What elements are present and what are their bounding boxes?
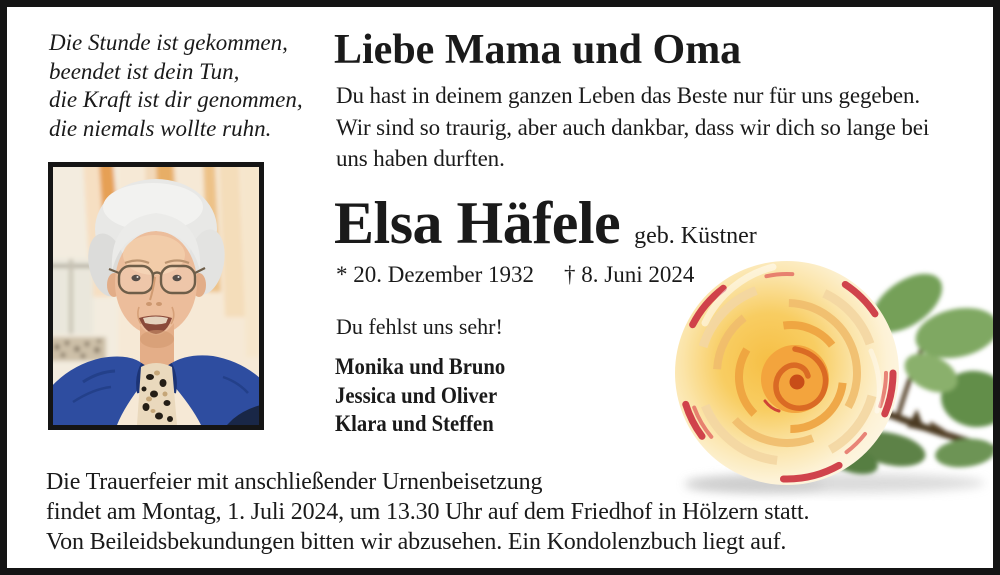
- rose-image: [645, 251, 993, 501]
- message-line: Du hast in deinem ganzen Leben das Beste nur für uns gegeben.: [336, 83, 921, 108]
- message: [336, 80, 929, 175]
- death-date: † 8. Juni 2024: [564, 262, 695, 287]
- life-dates: [336, 262, 694, 288]
- message-line: uns haben durften.: [336, 146, 505, 171]
- funeral-line: Von Beileidsbekundungen bitten wir abzusehen. Ein Kondolenzbuch liegt auf.: [46, 529, 787, 556]
- mourner-line: Klara und Steffen: [335, 411, 494, 437]
- poem-line: die Kraft ist dir genommen,: [49, 87, 303, 112]
- rose-illustration: [645, 251, 993, 501]
- mourner-line: Monika und Bruno: [335, 354, 506, 379]
- funeral-line: Die Trauerfeier mit anschließender Urnenbeisetzung: [46, 469, 543, 495]
- funeral-info: [46, 467, 809, 558]
- message-line: Wir sind so traurig, aber auch dankbar, dass wir dich so lange bei: [336, 114, 930, 140]
- mourners-list: [335, 353, 505, 439]
- portrait-photo: [48, 162, 264, 430]
- birth-date: * 20. Dezember 1932: [336, 262, 534, 287]
- glasses-left-lens: [119, 266, 153, 293]
- headline: Liebe Mama und Oma: [334, 27, 742, 73]
- deceased-name: Elsa Häfele: [334, 190, 621, 256]
- poem: [49, 29, 303, 143]
- mourner-line: Jessica und Oliver: [335, 382, 498, 408]
- farewell-line: Du fehlst uns sehr!: [336, 314, 503, 339]
- poem-line: beendet ist dein Tun,: [49, 58, 240, 84]
- maiden-name: geb. Küstner: [634, 223, 757, 249]
- poem-line: die niemals wollte ruhn.: [49, 115, 272, 141]
- funeral-line: findet am Montag, 1. Juli 2024, um 13.30 Uhr auf dem Friedhof in Hölzern statt.: [46, 499, 810, 526]
- portrait-photo-image: [53, 167, 259, 425]
- glasses-right-lens: [161, 266, 195, 293]
- poem-line: Die Stunde ist gekommen,: [49, 30, 288, 55]
